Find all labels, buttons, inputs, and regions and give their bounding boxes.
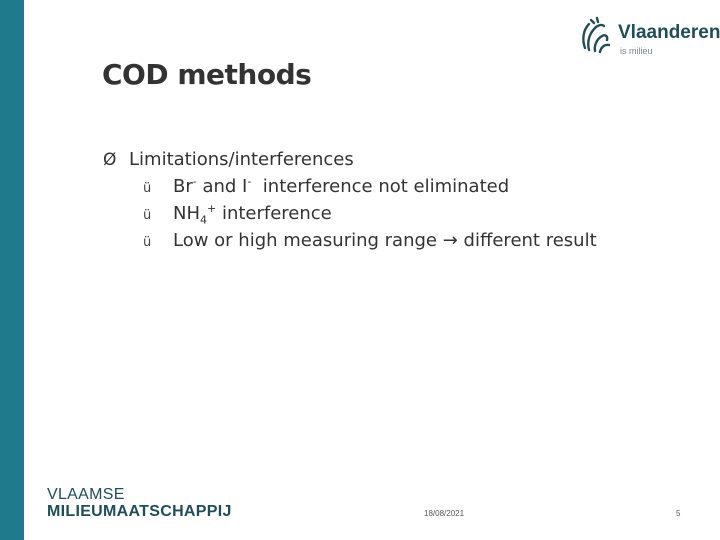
- vlaanderen-logo: [576, 14, 720, 58]
- slide-title: COD methods: [102, 58, 312, 91]
- text-run: different result: [457, 230, 597, 251]
- text-run: Br: [173, 176, 193, 197]
- arrow-bullet-icon: Ø: [103, 150, 117, 170]
- bullet-item: [103, 149, 597, 176]
- subscript: 4: [200, 213, 207, 227]
- sub-bullet-text: [173, 176, 509, 197]
- text-run: Low or high measuring range: [173, 230, 443, 251]
- slide-date: 18/08/2021: [424, 509, 465, 518]
- vmm-footer-logo: [47, 486, 232, 520]
- text-run: interference: [216, 203, 332, 224]
- sub-bullet-item: [103, 176, 597, 203]
- footer-logo-line2: MILIEUMAATSCHAPPIJ: [47, 503, 232, 520]
- text-run: interference not eliminated: [251, 176, 510, 197]
- bullet-list: [103, 149, 597, 257]
- text-run: NH: [173, 203, 200, 224]
- checkmark-icon: ü: [143, 235, 152, 250]
- checkmark-icon: ü: [143, 208, 152, 223]
- flemish-lion-icon: [576, 14, 614, 58]
- side-accent-bar: [0, 0, 24, 540]
- sub-bullet-item: [103, 230, 597, 257]
- sub-bullet-item: [103, 203, 597, 230]
- checkmark-icon: ü: [143, 181, 152, 196]
- right-arrow-icon: →: [442, 230, 458, 251]
- sub-bullet-text: [173, 230, 597, 251]
- superscript: +: [207, 202, 217, 215]
- logo-tagline: is milieu: [620, 46, 653, 56]
- footer-logo-line1: VLAAMSE: [47, 486, 125, 503]
- sub-bullet-text: [173, 202, 332, 227]
- text-run: and I: [196, 176, 248, 197]
- page-number: 5: [676, 509, 681, 518]
- superscript: -: [247, 175, 252, 188]
- bullet-text: Limitations/interferences: [129, 149, 354, 170]
- superscript: -: [192, 175, 197, 188]
- logo-wordmark: Vlaanderen: [618, 22, 720, 43]
